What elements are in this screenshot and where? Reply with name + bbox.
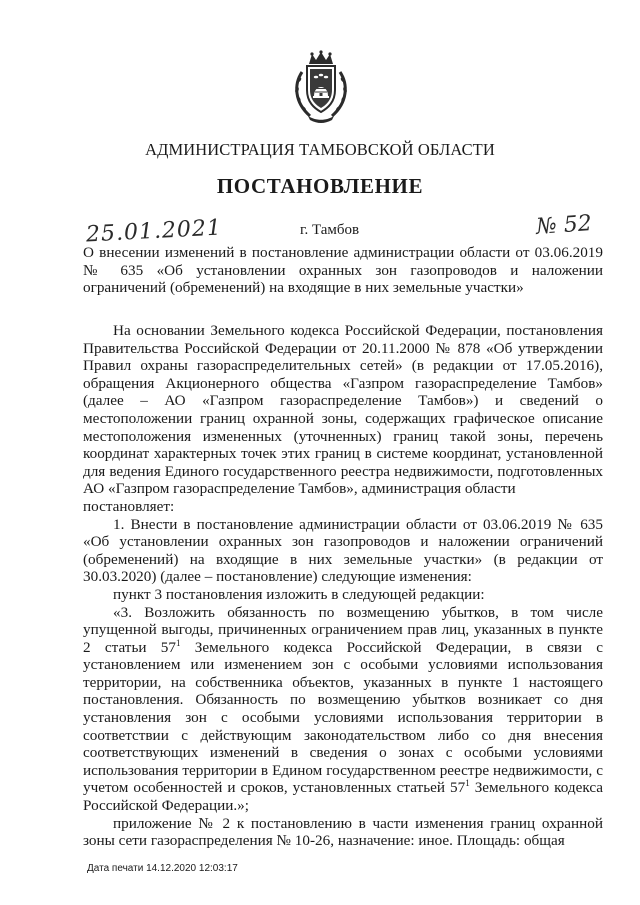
paragraph-decree: постановляет: [83, 497, 175, 515]
paragraph-basis-text: На основании Земельного кодекса Российской Федерации, постановления Правительства Российской Федерации от 20.11.2000 № 878 «Об утверждении Правил охраны газораспределительных сетей» (в редакции от 17.05.2016), обращения Акционерного общества «Газпром газораспределение Тамбов» (далее – АО «Газпром газораспределение Тамбов») и сведений о местоположении границ охранной зоны, содержащих графическое описание местоположения измененных (уточненных) границ такой зоны, перечень координат характерных точек этих границ в системе координат, установленной для ведения Единого государственного реестра недвижимости, подготовленных АО «Газпром газораспределение Тамбов», администрация области [83, 322, 603, 498]
handwritten-number: № 52 [535, 211, 593, 240]
paragraph-item-3-part-a: «3. Возложить обязанность по возмещению убытков, в том числе упущенной выгоды, причиненных ограничением прав лиц, указанных в пункте 2 статьи 57 [83, 603, 603, 656]
print-date: Дата печати 14.12.2020 12:03:17 [87, 863, 238, 874]
city-label: г. Тамбов [300, 222, 360, 238]
superscript-2: 1 [465, 778, 470, 789]
paragraph-appendix: приложение № 2 к постановлению в части изменения границ охранной зоны сети газораспределения № 10-26, назначение: иное. Площадь: общая [83, 814, 603, 850]
document-body [83, 322, 603, 850]
paragraph-item-3-text [83, 604, 603, 815]
organization-name: АДМИНИСТРАЦИЯ ТАМБОВСКОЙ ОБЛАСТИ [145, 140, 495, 159]
paragraph-basis [83, 322, 603, 498]
handwritten-date: 25.01.2021 [85, 215, 223, 248]
document-type-title: ПОСТАНОВЛЕНИЕ [216, 174, 424, 198]
paragraph-item-3-part-b: Земельного кодекса Российской Федерации, в связи с установлением или изменением зон с особыми условиями использования территории, на собственника объектов, указанных в пункте 1 настоящего постановления. Обязанность по возмещению убытков возникает со дня установления зон с особыми условиями использования территории в соответствии с действующим законодательством либо со дня внесения соответствующих изменений в сведения о зонах с особыми условиями использования территории в Едином государственном реестре недвижимости, с учетом особенностей и сроков, установленных статьей 57 [83, 638, 603, 797]
paragraph-item-3-intro: пункт 3 постановления изложить в следующей редакции: [113, 585, 485, 603]
document-subject: О внесении изменений в постановление администрации области от 03.06.2019 № 635 «Об установлении охранных зон газопроводов и наложении ограничений (обременений) на входящие в них земельные участки» [83, 244, 603, 296]
paragraph-item-1: 1. Внести в постановление администрации области от 03.06.2019 № 635 «Об установлении охранных зон газопроводов и наложении ограничений (обременений) на входящие в них земельные участки» (в редакции от 30.03.2020) (далее – постановление) следующие изменения: [83, 515, 603, 586]
superscript-1: 1 [176, 637, 181, 648]
paragraph-item-3-part-c: Земельного кодекса Российской Федерации.»; [83, 779, 603, 815]
coat-of-arms-emblem [288, 50, 354, 124]
